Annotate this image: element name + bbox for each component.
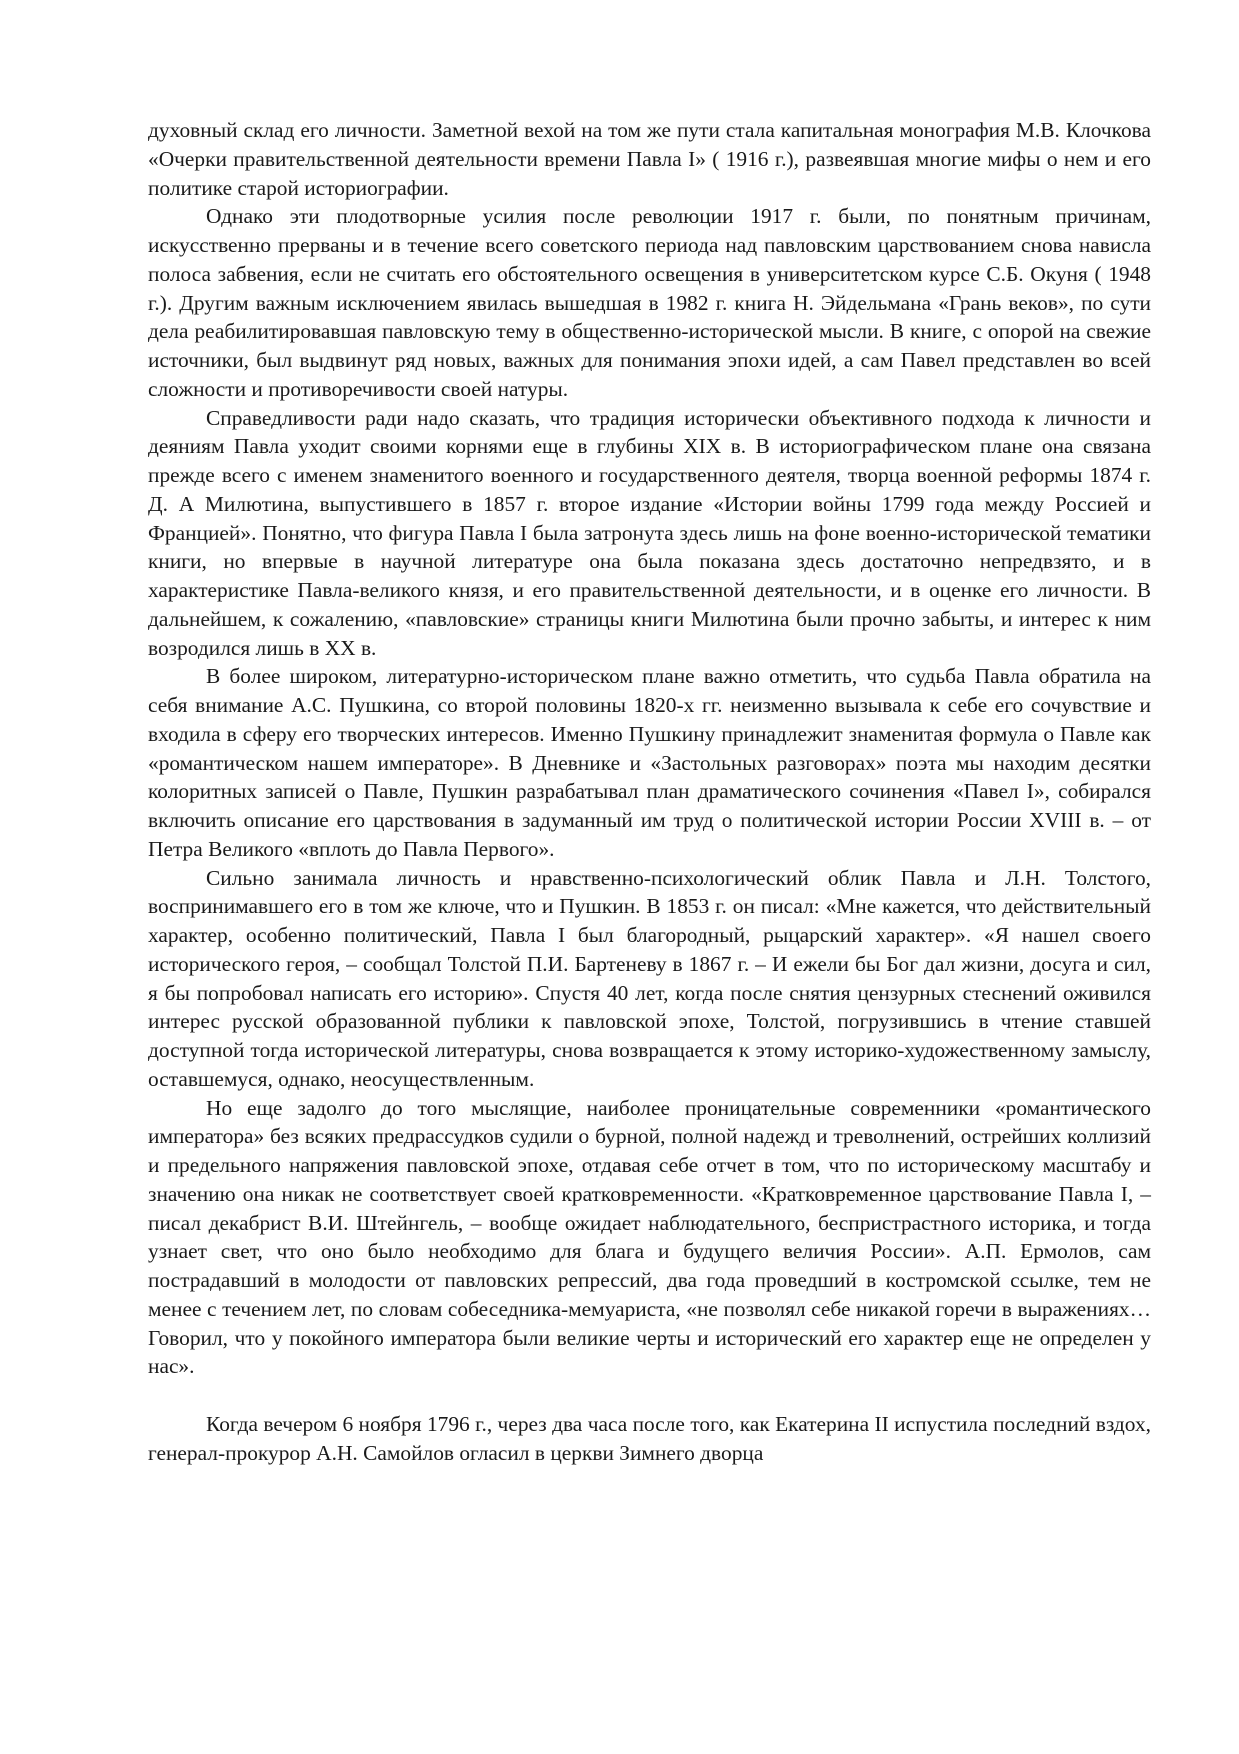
paragraph-4: В более широком, литературно-историческом плане важно отметить, что судьба Павла обратила на себя внимание А.С. Пушкина, со второй половины 1820-х гг. неизменно вызывала к себе его сочувствие и входила в сферу его творческих интересов. Именно Пушкину принадлежит знаменитая формула о Павле как «романтическом нашем императоре». В Дневнике и «Застольных разговорах» поэта мы находим десятки колоритных записей о Павле, Пушкин разрабатывал план драматического сочинения «Павел I», собирался включить описание его царствования в задуманный им труд о политической истории России XVIII в. – от Петра Великого «вплоть до Павла Первого». <box>148 664 1151 861</box>
paragraph-1: духовный склад его личности. Заметной вехой на том же пути стала капитальная монография М.В. Клочкова «Очерки правительственной деятельности времени Павла I» ( 1916 г.), развеявшая многие мифы о нем и его политике старой историографии. <box>148 118 1151 200</box>
paragraph-2: Однако эти плодотворные усилия после революции 1917 г. были, по понятным причинам, искусственно прерваны и в течение всего советского периода над павловским царствованием снова нависла полоса забвения, если не считать его обстоятельного освещения в университетском курсе С.Б. Окуня ( 1948 г.). Другим важным исключением явилась вышедшая в 1982 г. книга Н. Эйдельмана «Грань веков», по сути дела реабилитировавшая павловскую тему в общественно-исторической мысли. В книге, с опорой на свежие источники, был выдвинут ряд новых, важных для понимания эпохи идей, а сам Павел представлен во всей сложности и противоречивости своей натуры. <box>148 204 1151 401</box>
paragraph-7: Когда вечером 6 ноября 1796 г., через два часа после того, как Екатерина II испустила последний вздох, генерал-прокурор А.Н. Самойлов огласил в церкви Зимнего дворца <box>148 1411 1151 1465</box>
paragraph-6: Но еще задолго до того мыслящие, наиболее проницательные современники «романтического императора» без всяких предрассудков судили о бурной, полной надежд и треволнений, острейших коллизий и предельного напряжения павловской эпохе, отдавая себе отчет в том, что по историческому масштабу и значению она никак не соответствует своей кратковременности. «Кратковременное царствование Павла I, – писал декабрист В.И. Штейнгель, – вообще ожидает наблюдательного, беспристрастного историка, и тогда узнает свет, что оно было необходимо для блага и будущего величия России». А.П. Ермолов, сам пострадавший в молодости от павловских репрессий, два года проведший в костромской ссылке, тем не менее с течением лет, по словам собеседника-мемуариста, «не позволял себе никакой горечи в выражениях… Говорил, что у покойного императора были великие черты и исторический его характер еще не определен у нас». <box>148 1095 1151 1379</box>
paragraph-5: Сильно занимала личность и нравственно-психологический облик Павла и Л.Н. Толстого, воспринимавшего его в том же ключе, что и Пушкин. В 1853 г. он писал: «Мне кажется, что действительный характер, особенно политический, Павла I был благородный, рыцарский характер». «Я нашел своего исторического героя, – сообщал Толстой П.И. Бартеневу в 1867 г. – И ежели бы Бог дал жизни, досуга и сил, я бы попробовал написать его историю». Спустя 40 лет, когда после снятия цензурных стеснений оживился интерес русской образованной публики к павловской эпохе, Толстой, погрузившись в чтение ставшей доступной тогда исторической литературы, снова возвращается к этому историко-художественному замыслу, оставшемуся, однако, неосуществленным. <box>148 865 1151 1091</box>
document-body <box>148 116 1151 1467</box>
paragraph-3: Справедливости ради надо сказать, что традиция исторически объективного подхода к личности и деяниям Павла уходит своими корнями еще в глубины XIX в. В историографическом плане она связана прежде всего с именем знаменитого военного и государственного деятеля, творца военной реформы 1874 г. Д. А Милютина, выпустившего в 1857 г. второе издание «Истории войны 1799 года между Россией и Францией». Понятно, что фигура Павла I была затронута здесь лишь на фоне военно-исторической тематики книги, но впервые в научной литературе она была показана здесь достаточно непредвзято, и в характеристике Павла-великого князя, и его правительственной деятельности, и в оценке его личности. В дальнейшем, к сожалению, «павловские» страницы книги Милютина были прочно забыты, и интерес к ним возродился лишь в XX в. <box>148 405 1151 660</box>
